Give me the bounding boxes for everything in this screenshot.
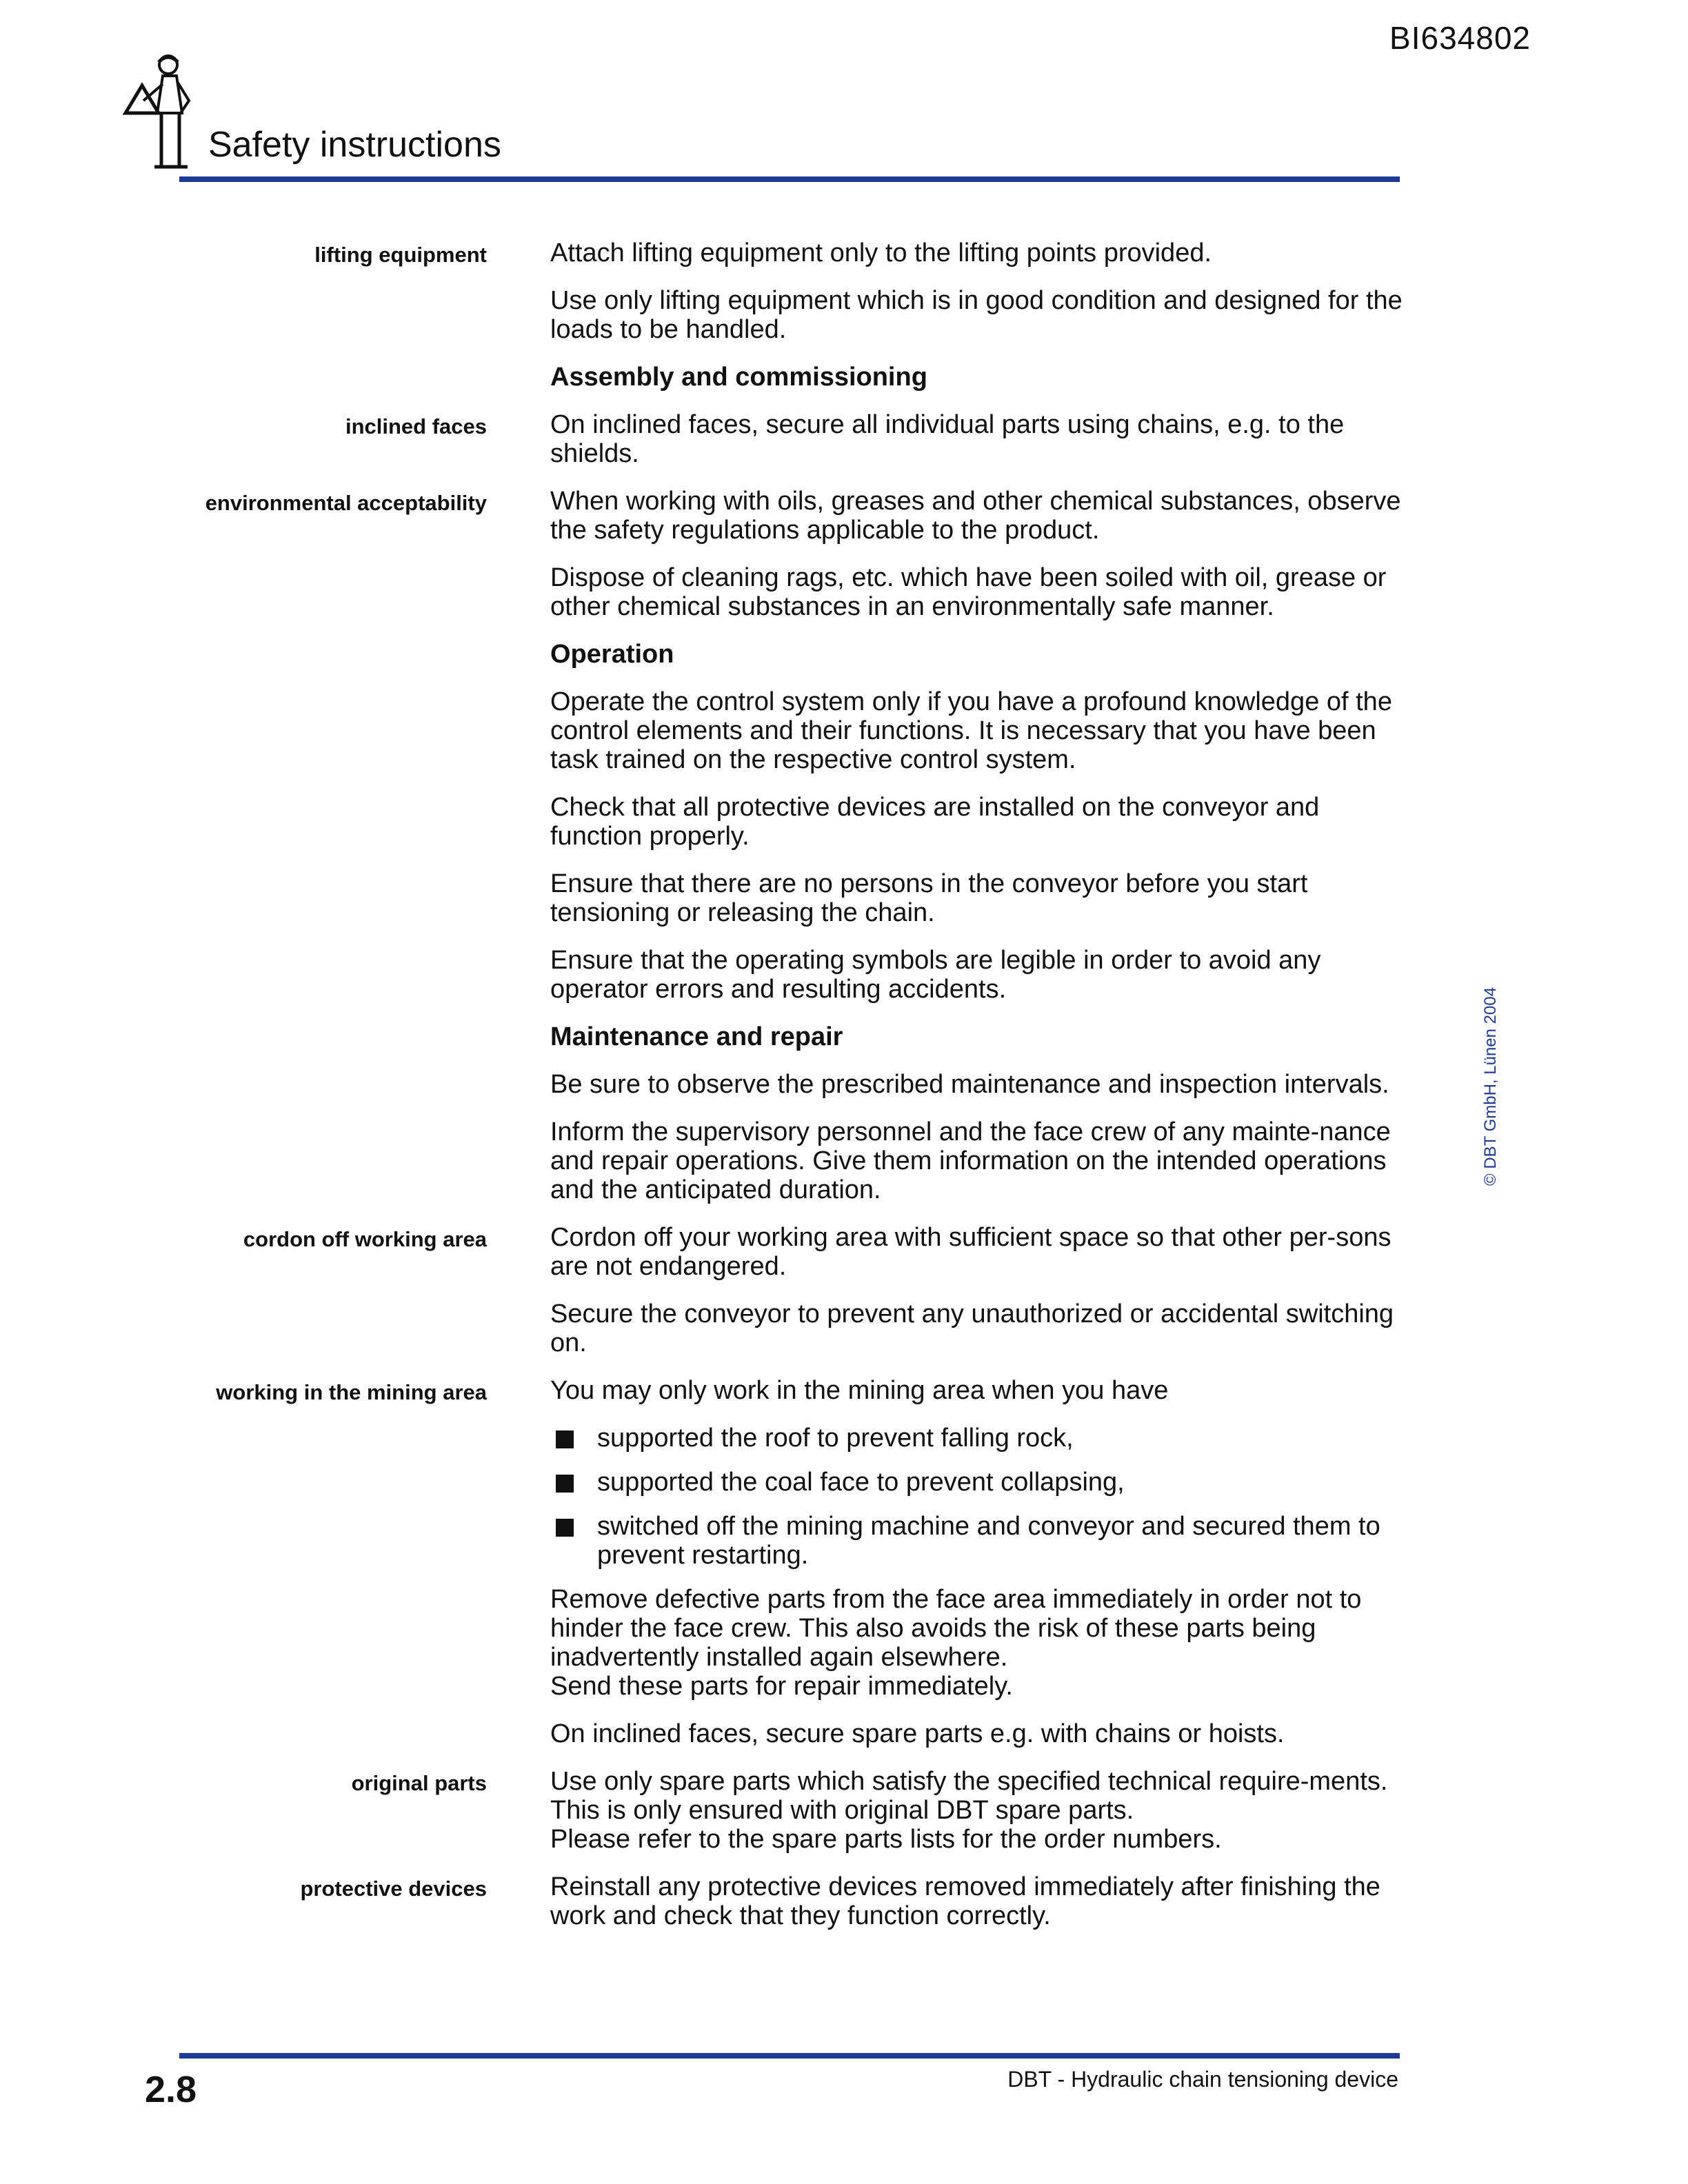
bullet-item	[597, 1512, 1405, 1570]
paragraph: Cordon off your working area with sufficient space so that other per-sons are not endangered.	[550, 1223, 1391, 1281]
section-heading: Operation	[550, 640, 674, 669]
margin-label: lifting equipment	[314, 243, 487, 267]
square-bullet-icon	[556, 1519, 574, 1537]
bullet-item	[597, 1468, 1405, 1497]
square-bullet-icon	[556, 1430, 574, 1448]
paragraph: Ensure that there are no persons in the conveyor before you start tensioning or releasing the chain.	[550, 869, 1308, 927]
content-row	[0, 1468, 1407, 1497]
margin-label: inclined faces	[345, 414, 487, 438]
safety-content	[0, 239, 1407, 1949]
content-row	[0, 1118, 1407, 1204]
margin-label: environmental acceptability	[205, 491, 487, 515]
content-row	[0, 487, 1407, 545]
content-row	[0, 640, 1407, 669]
header-divider	[179, 176, 1400, 182]
copyright-note: © DBT GmbH, Lünen 2004	[1481, 987, 1500, 1186]
bullet-text: supported the roof to prevent falling rock,	[597, 1424, 1074, 1453]
paragraph: When working with oils, greases and other chemical substances, observe the safety regulations applicable to the product.	[550, 487, 1401, 545]
page-title: Safety instructions	[208, 125, 501, 165]
content-row	[0, 1512, 1407, 1570]
content-row	[0, 869, 1407, 927]
paragraph: Check that all protective devices are installed on the conveyor and function properly.	[550, 793, 1320, 851]
square-bullet-icon	[556, 1475, 574, 1493]
page-number: 2.8	[145, 2069, 197, 2110]
content-row	[0, 410, 1407, 468]
content-row	[0, 1376, 1407, 1405]
paragraph: Attach lifting equipment only to the lifting points provided.	[550, 239, 1212, 267]
bullet-item	[597, 1424, 1405, 1453]
content-row	[0, 363, 1407, 392]
content-row	[0, 793, 1407, 851]
paragraph: Secure the conveyor to prevent any unauthorized or accidental switching on.	[550, 1300, 1394, 1357]
paragraph: Inform the supervisory personnel and the face crew of any mainte-nance and repair operations. Give them information on the intended operations and the anticipated duration.	[550, 1118, 1391, 1204]
content-row	[0, 1070, 1407, 1099]
margin-label: cordon off working area	[243, 1227, 487, 1251]
content-row	[0, 946, 1407, 1004]
content-row	[0, 563, 1407, 621]
paragraph: Operate the control system only if you have a profound knowledge of the control elements and their functions. It is necessary that you have been task trained on the respective control system.	[550, 687, 1392, 774]
content-row	[0, 1223, 1407, 1281]
content-row	[0, 1767, 1407, 1854]
document-id: BI634802	[1389, 20, 1531, 56]
content-row	[0, 687, 1407, 774]
margin-label: protective devices	[300, 1877, 487, 1901]
paragraph: Remove defective parts from the face area immediately in order not to hinder the face crew. This also avoids the risk of these parts being inadvertently installed again elsewhere. Send these parts for repair immediately.	[550, 1585, 1362, 1701]
paragraph: Use only spare parts which satisfy the specified technical require-ments. This is only ensured with original DBT spare parts. Please refer to the spare parts lists for the order numbers.	[550, 1767, 1388, 1854]
content-row	[0, 286, 1407, 344]
content-row	[0, 1300, 1407, 1357]
content-row	[0, 1585, 1407, 1701]
content-row	[0, 239, 1407, 267]
content-row	[0, 1719, 1407, 1748]
bullet-text: switched off the mining machine and conveyor and secured them to prevent restarting.	[597, 1512, 1380, 1570]
margin-label: working in the mining area	[216, 1380, 487, 1404]
content-row	[0, 1872, 1407, 1930]
margin-label: original parts	[351, 1771, 487, 1795]
content-row	[0, 1022, 1407, 1051]
worker-with-warning-sign-icon	[123, 50, 199, 171]
paragraph: On inclined faces, secure all individual parts using chains, e.g. to the shields.	[550, 410, 1345, 468]
bullet-text: supported the coal face to prevent collapsing,	[597, 1468, 1125, 1497]
footer-divider	[179, 2053, 1400, 2059]
paragraph: You may only work in the mining area when you have	[550, 1376, 1169, 1405]
section-heading: Assembly and commissioning	[550, 363, 927, 392]
section-heading: Maintenance and repair	[550, 1022, 843, 1051]
content-row	[0, 1424, 1407, 1453]
paragraph: On inclined faces, secure spare parts e.g. with chains or hoists.	[550, 1719, 1285, 1748]
paragraph: Be sure to observe the prescribed maintenance and inspection intervals.	[550, 1070, 1389, 1099]
paragraph: Reinstall any protective devices removed immediately after finishing the work and check that they function correctly.	[550, 1872, 1380, 1930]
paragraph: Dispose of cleaning rags, etc. which have been soiled with oil, grease or other chemical substances in an environmentally safe manner.	[550, 563, 1387, 621]
paragraph: Use only lifting equipment which is in good condition and designed for the loads to be handled.	[550, 286, 1403, 344]
paragraph: Ensure that the operating symbols are legible in order to avoid any operator errors and resulting accidents.	[550, 946, 1321, 1004]
footer-caption: DBT - Hydraulic chain tensioning device	[1007, 2067, 1398, 2092]
